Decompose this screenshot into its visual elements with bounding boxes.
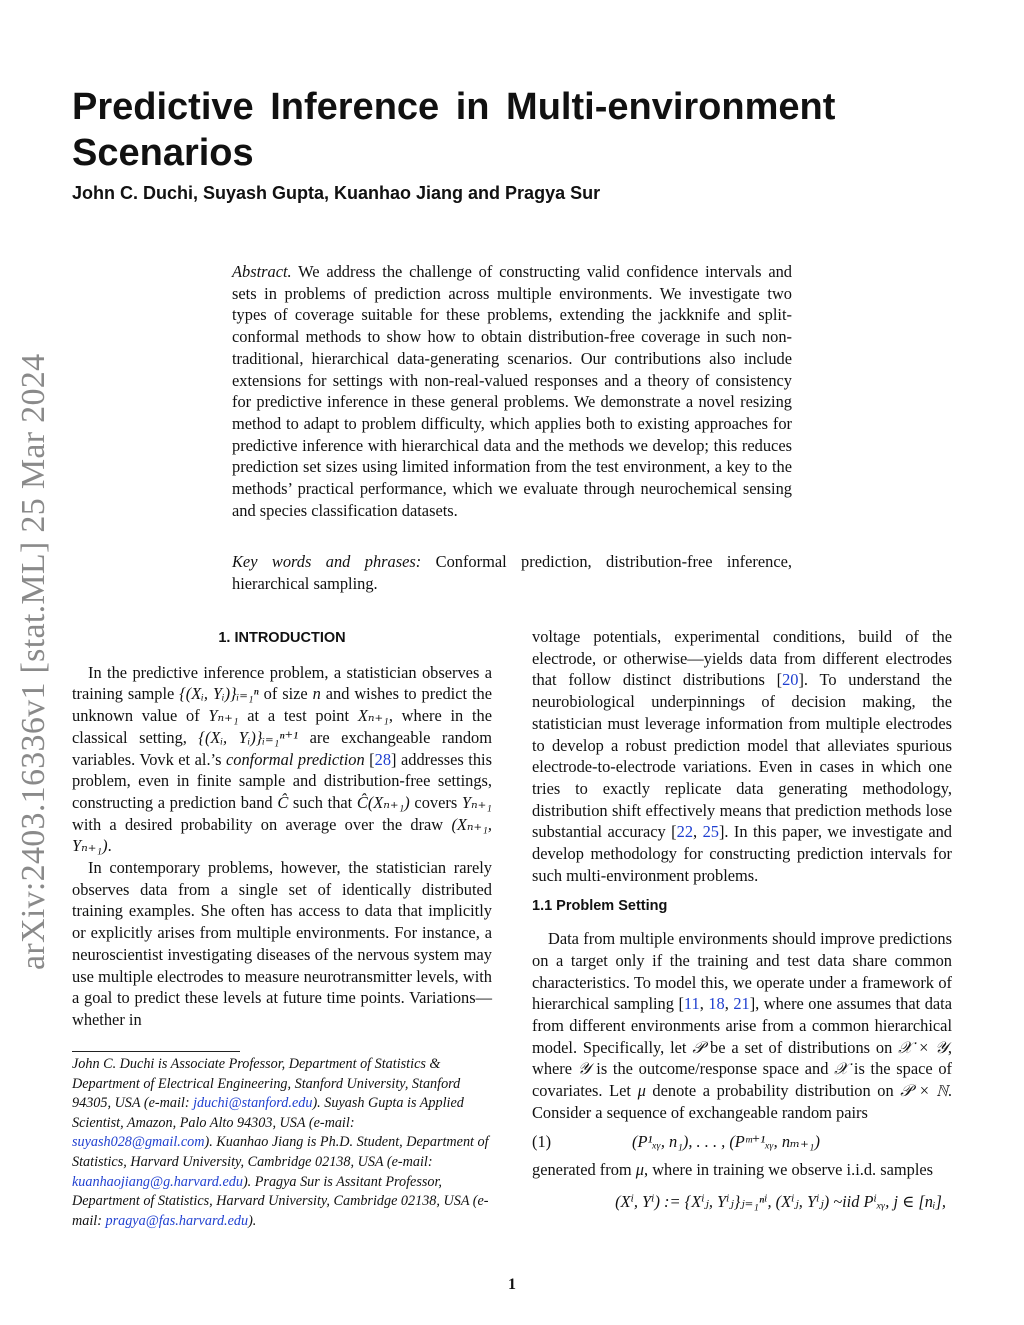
subsection-heading-problem-setting: 1.1 Problem Setting <box>532 898 668 915</box>
math-c-hat: Ĉ <box>277 792 289 812</box>
author-list: John C. Duchi, Suyash Gupta, Kuanhao Jiang and Pragya Sur <box>72 183 601 203</box>
intro-paragraph-2: In contemporary problems, however, the statistician rarely observes data from a single set of identically distributed training examples. She often has access to data that implicitly or explicitly arises from multiple environments. For instance, a neuroscientist investigating diseases of the nervous system may use multiple electrodes to measure neurotransmitter levels, with a goal to predict these levels at future time points. Variations—whether in <box>72 858 492 1029</box>
text-span: . Consider a sequence of exchangeable random pairs <box>532 1081 952 1122</box>
math-x-space: 𝒳 <box>834 1059 849 1079</box>
text-span: at a test point <box>238 706 358 726</box>
text-span: John C. Duchi is Associate Professor, Department of Statistics & Department of Electrical Engineering, Stanford University, Stanford 94305, USA (e-mail: <box>72 1056 461 1112</box>
text-span: ). Pragya Sur is Assitant Professor, Department of Statistics, Harvard University, Cambridge 02138, USA (e-mail: <box>72 1173 489 1229</box>
text-span: denote a probability distribution on <box>645 1081 901 1101</box>
email-link[interactable]: suyash028@gmail.com <box>72 1134 205 1151</box>
paper-title: Predictive Inference in Multi-environment Scenarios <box>72 86 836 174</box>
text-span: is the outcome/response space and <box>590 1059 835 1079</box>
email-link[interactable]: kuanhaojiang@g.harvard.edu <box>72 1173 243 1190</box>
keywords <box>232 551 792 594</box>
text-span: , where in training we observe i.i.d. samples <box>644 1160 934 1180</box>
citation-link[interactable]: 25 <box>702 822 719 842</box>
math-full-sample: {(Xᵢ, Yᵢ)}ᵢ₌₁ⁿ⁺¹ <box>198 727 299 747</box>
text-span: In the predictive inference problem, a statistician observes a training sample <box>72 662 492 704</box>
text-span: Data from multiple environments should improve predictions on a target only if the training and test data share common characteristics. To model this, we operate under a framework of hierarchical sampling [ <box>532 929 952 1014</box>
text-span: ]. To understand the neurobiological underpinnings of decision making, the statistician must leverage information from multiple electrodes to develop a robust prediction model that alleviates spurious electrode-to-electrode variations. Even in cases in which one tries to exactly replicate data generating methodology, distribution shift effectively means that prediction methods lose substantial accuracy [ <box>532 670 952 842</box>
math-mu: μ <box>635 1160 644 1180</box>
email-link[interactable]: pragya@fas.harvard.edu <box>105 1212 249 1229</box>
text-span: and wishes to predict the unknown value of <box>72 684 492 726</box>
equation-training-samples: (Xⁱ, Yⁱ) := {Xⁱⱼ, Yⁱⱼ}ⱼ₌₁ⁿⁱ, (Xⁱⱼ, Yⁱⱼ) ~iid Pⁱₓᵧ, j ∈ [nᵢ], <box>615 1191 946 1211</box>
text-span: , <box>693 822 703 842</box>
text-span: ). <box>248 1212 257 1229</box>
text-span: , <box>724 994 734 1014</box>
citation-link[interactable]: 20 <box>782 670 799 690</box>
abstract-text: We address the challenge of constructing valid confidence intervals and sets in problems of prediction across multiple environments. We investigate two types of coverage suitable for these problems, extending the jackknife and split-conformal methods to show how to obtain distribution-free coverage in such non-traditional, hierarchical data-generating scenarios. Our contributions also include extensions for settings with non-real-valued responses and a theory of consistency for predictive inference in these general problems. We demonstrate a novel resizing method to adapt to problem difficulty, which applies both to existing approaches for predictive inference with hierarchical data and the methods we develop; this reduces prediction set sizes using limited information from the test environment, a key to the methods’ practical performance, which we evaluate through neurochemical sensing and species classification datasets. <box>232 262 792 520</box>
citation-link[interactable]: 28 <box>374 749 392 769</box>
arxiv-identifier: arXiv:2403.16336v1 [stat.ML] 25 Mar 2024 <box>15 353 52 970</box>
text-span: of size <box>258 684 313 704</box>
citation-link[interactable]: 18 <box>708 994 725 1014</box>
text-span: , where <box>532 1037 952 1079</box>
text-span: covers <box>409 792 462 812</box>
text-span: be a set of distributions on <box>704 1037 899 1057</box>
math-draw: (Xₙ₊₁, Yₙ₊₁) <box>72 814 492 856</box>
text-span: . <box>107 836 112 856</box>
footnote-divider <box>72 1051 240 1052</box>
text-span: ). Kuanhao Jiang is Ph.D. Student, Department of Statistics, Harvard University, Cambridge 02138, USA (e-mail: <box>72 1134 489 1170</box>
equation-number: (1) <box>532 1132 552 1152</box>
math-mu: μ <box>637 1081 646 1101</box>
text-span: with a desired probability on average over the draw <box>72 814 452 834</box>
text-span: , where in the classical setting, <box>72 706 492 747</box>
problem-setting-paragraph-2 <box>532 1159 952 1181</box>
section-heading-introduction: 1. INTRODUCTION <box>218 630 346 646</box>
email-link[interactable]: jduchi@stanford.edu <box>193 1095 313 1112</box>
text-span: ], where one assumes that data from different environments arise from a common hierarchical model. Specifically, let <box>532 994 952 1057</box>
equation-body: (P¹ₓᵧ, n₁), . . . , (Pᵐ⁺¹ₓᵧ, nₘ₊₁) <box>632 1132 820 1152</box>
intro-paragraph-3 <box>532 626 952 886</box>
math-training-sample: {(Xᵢ, Yᵢ)}ᵢ₌₁ⁿ <box>179 684 259 704</box>
math-y-space: 𝒴 <box>577 1059 591 1079</box>
math-y-next: Yₙ₊₁ <box>461 792 492 812</box>
text-span: ). Suyash Gupta is Applied Scientist, Amazon, Palo Alto 94303, USA (e-mail: <box>72 1095 464 1131</box>
keywords-label: Key words and phrases: <box>232 552 422 571</box>
abstract-label: Abstract. <box>232 262 292 281</box>
abstract <box>232 261 792 521</box>
text-span: [ <box>364 749 375 769</box>
keywords-text: Conformal prediction, distribution-free inference, hierarchical sampling. <box>232 552 792 593</box>
citation-link[interactable]: 21 <box>733 994 750 1014</box>
left-column <box>72 624 492 1031</box>
right-column <box>532 626 952 1213</box>
math-c-hat-x: Ĉ(Xₙ₊₁) <box>356 792 410 812</box>
math-p-set: 𝒫 <box>692 1037 705 1057</box>
text-span: such that <box>288 792 357 812</box>
math-x-times-y: 𝒳 × 𝒴 <box>898 1037 948 1057</box>
intro-paragraph-1 <box>72 662 492 857</box>
text-span: generated from <box>532 1160 636 1180</box>
math-n: n <box>312 684 321 704</box>
text-span: ]. In this paper, we investigate and develop methodology for constructing prediction intervals for such multi-environment problems. <box>532 822 952 885</box>
text-span: , <box>699 994 709 1014</box>
author-affiliation-footnote <box>72 1055 492 1231</box>
text-span: are exchangeable random variables. Vovk et al.’s <box>72 727 492 769</box>
citation-link[interactable]: 11 <box>683 994 700 1014</box>
text-span: ] addresses this problem, even in finite sample and distribution-free settings, constructing a prediction band <box>72 749 492 812</box>
text-span: is the space of covariates. Let <box>532 1059 952 1101</box>
math-p-times-n: 𝒫 × ℕ <box>900 1081 948 1101</box>
math-y-next: Yₙ₊₁ <box>208 706 239 726</box>
text-span: voltage potentials, experimental conditions, build of the electrode, or otherwise—yields data from different electrodes that follow distinct distributions [ <box>532 627 952 690</box>
problem-setting-paragraph-1 <box>532 928 952 1123</box>
term-conformal-prediction: conformal prediction <box>226 749 365 769</box>
equation-1 <box>532 1131 952 1153</box>
page-number: 1 <box>508 1276 516 1293</box>
citation-link[interactable]: 22 <box>676 822 694 842</box>
math-x-next: Xₙ₊₁ <box>357 706 389 726</box>
